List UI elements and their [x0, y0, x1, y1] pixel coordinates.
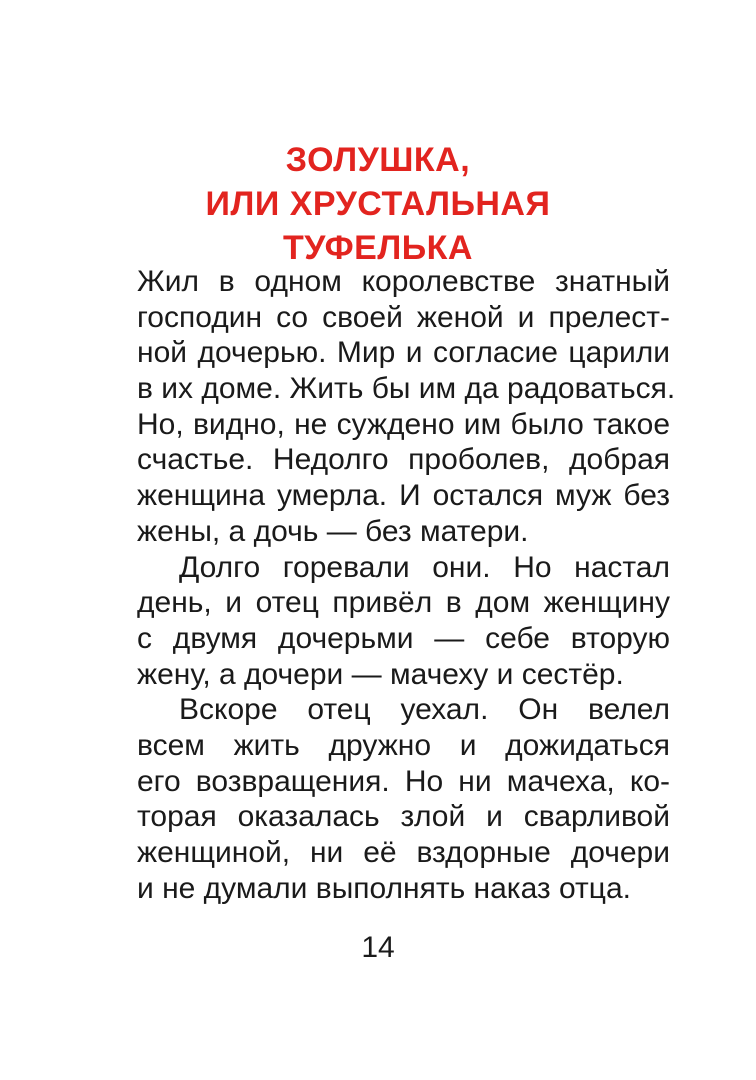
text-line: торая оказалась злой и сварливой [137, 800, 670, 834]
text-line: Но, видно, не суждено им было такое [137, 407, 670, 441]
body-text [137, 264, 676, 906]
text-line: его возвращения. Но ни мачеха, ко- [137, 764, 670, 798]
text-line: господин со своей женой и прелест- [137, 300, 670, 334]
page-number: 14 [361, 931, 395, 964]
chapter-title-line: ТУФЕЛЬКА [283, 229, 473, 267]
text-line: всем жить дружно и дожидаться [137, 728, 670, 762]
chapter-title [0, 138, 756, 270]
text-line: с двумя дочерьми — себе вторую [137, 621, 670, 655]
text-line: в их доме. Жить бы им да радоваться. [137, 372, 676, 406]
text-line: жену, а дочери — мачеху и сестёр. [137, 657, 624, 691]
text-line: женщина умерла. И остался муж без [137, 479, 670, 513]
text-line: Вскоре отец уехал. Он велел [179, 693, 670, 727]
text-line: и не думали выполнять наказ отца. [137, 871, 631, 905]
paragraph [137, 692, 670, 906]
chapter-title-line: ЗОЛУШКА, [285, 141, 471, 179]
chapter-title-line: ИЛИ ХРУСТАЛЬНАЯ [205, 185, 551, 223]
text-line: счастье. Недолго проболев, добрая [137, 443, 670, 477]
text-line: жены, а дочь — без матери. [137, 514, 529, 548]
text-line: Жил в одном королевстве знатный [137, 265, 670, 298]
text-line: Долго горевали они. Но настал [179, 550, 670, 584]
text-line: ной дочерью. Мир и согласие царили [137, 336, 670, 370]
paragraph [137, 264, 676, 550]
text-line: женщиной, ни её вздорные дочери [137, 836, 670, 869]
text-line: день, и отец привёл в дом женщину [137, 586, 670, 620]
paragraph [137, 550, 670, 693]
